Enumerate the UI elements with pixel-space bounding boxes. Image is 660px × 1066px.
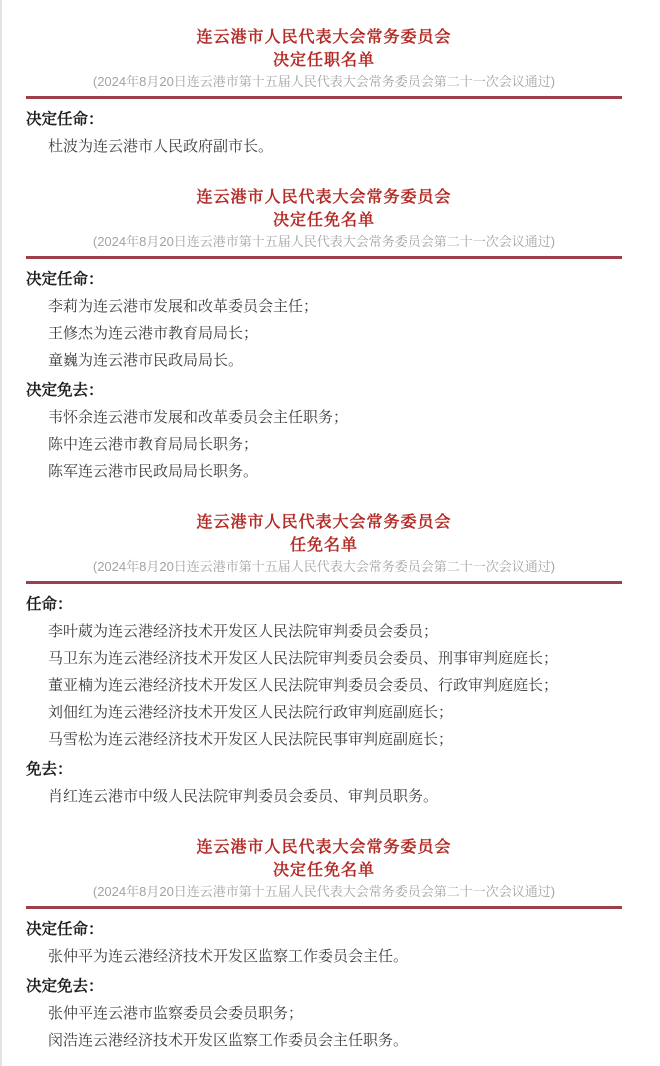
appointment-item: 刘佃红为连云港经济技术开发区人民法院行政审判庭副庭长；: [48, 704, 454, 721]
meeting-note: (2024年8月20日连云港市第十五届人民代表大会常务委员会第二十一次会议通过): [92, 234, 556, 249]
removal-item: 陈中连云港市教育局局长职务；: [48, 436, 259, 453]
section-divider: [26, 906, 622, 909]
action-label: 决定任命：: [26, 271, 104, 288]
action-label: 决定免去：: [26, 382, 104, 399]
section-appointment-decision: [26, 26, 622, 156]
appointment-item: 童巍为连云港市民政局局长。: [48, 352, 244, 369]
action-label: 任命：: [26, 596, 73, 613]
removal-item: 闵浩连云港经济技术开发区监察工作委员会主任职务。: [48, 1032, 409, 1049]
appointment-item: 王修杰为连云港市教育局局长；: [48, 325, 259, 342]
action-label: 决定任命：: [26, 921, 104, 938]
appointment-item: 马卫东为连云港经济技术开发区人民法院审判委员会委员、刑事审判庭庭长；: [48, 650, 559, 667]
org-title: 连云港市人民代表大会常务委员会: [196, 189, 452, 206]
appointment-item: 董亚楠为连云港经济技术开发区人民法院审判委员会委员、行政审判庭庭长；: [48, 677, 559, 694]
meeting-note: (2024年8月20日连云港市第十五届人民代表大会常务委员会第二十一次会议通过): [92, 74, 556, 89]
section-appointment-removal: [26, 511, 622, 806]
section-divider: [26, 256, 622, 259]
doc-title: 决定任免名单: [272, 212, 375, 229]
removal-item: 韦怀余连云港市发展和改革委员会主任职务；: [48, 409, 349, 426]
action-label: 免去：: [26, 761, 73, 778]
appointment-item: 马雪松为连云港经济技术开发区人民法院民事审判庭副庭长；: [48, 731, 454, 748]
org-title: 连云港市人民代表大会常务委员会: [196, 514, 452, 531]
appointment-item: 李莉为连云港市发展和改革委员会主任；: [48, 298, 319, 315]
section-appointment-removal-decision: [26, 186, 622, 481]
removal-item: 张仲平连云港市监察委员会委员职务；: [48, 1005, 304, 1022]
section-divider: [26, 96, 622, 99]
section-divider: [26, 581, 622, 584]
page-edge-strip: [0, 0, 2, 1066]
appointment-item: 杜波为连云港市人民政府副市长。: [48, 138, 274, 155]
action-label: 决定任命：: [26, 111, 104, 128]
org-title: 连云港市人民代表大会常务委员会: [196, 839, 452, 856]
appointment-item: 李叶葳为连云港经济技术开发区人民法院审判委员会委员；: [48, 623, 439, 640]
removal-item: 陈军连云港市民政局局长职务。: [48, 463, 259, 480]
doc-title: 决定任免名单: [272, 862, 375, 879]
doc-title: 任免名单: [289, 537, 358, 554]
removal-item: 肖红连云港市中级人民法院审判委员会委员、审判员职务。: [48, 788, 439, 805]
doc-title: 决定任职名单: [272, 52, 375, 69]
meeting-note: (2024年8月20日连云港市第十五届人民代表大会常务委员会第二十一次会议通过): [92, 559, 556, 574]
action-label: 决定免去：: [26, 978, 104, 995]
section-supervision-appointment-removal: [26, 836, 622, 1050]
appointment-item: 张仲平为连云港经济技术开发区监察工作委员会主任。: [48, 948, 409, 965]
meeting-note: (2024年8月20日连云港市第十五届人民代表大会常务委员会第二十一次会议通过): [92, 884, 556, 899]
org-title: 连云港市人民代表大会常务委员会: [196, 29, 452, 46]
